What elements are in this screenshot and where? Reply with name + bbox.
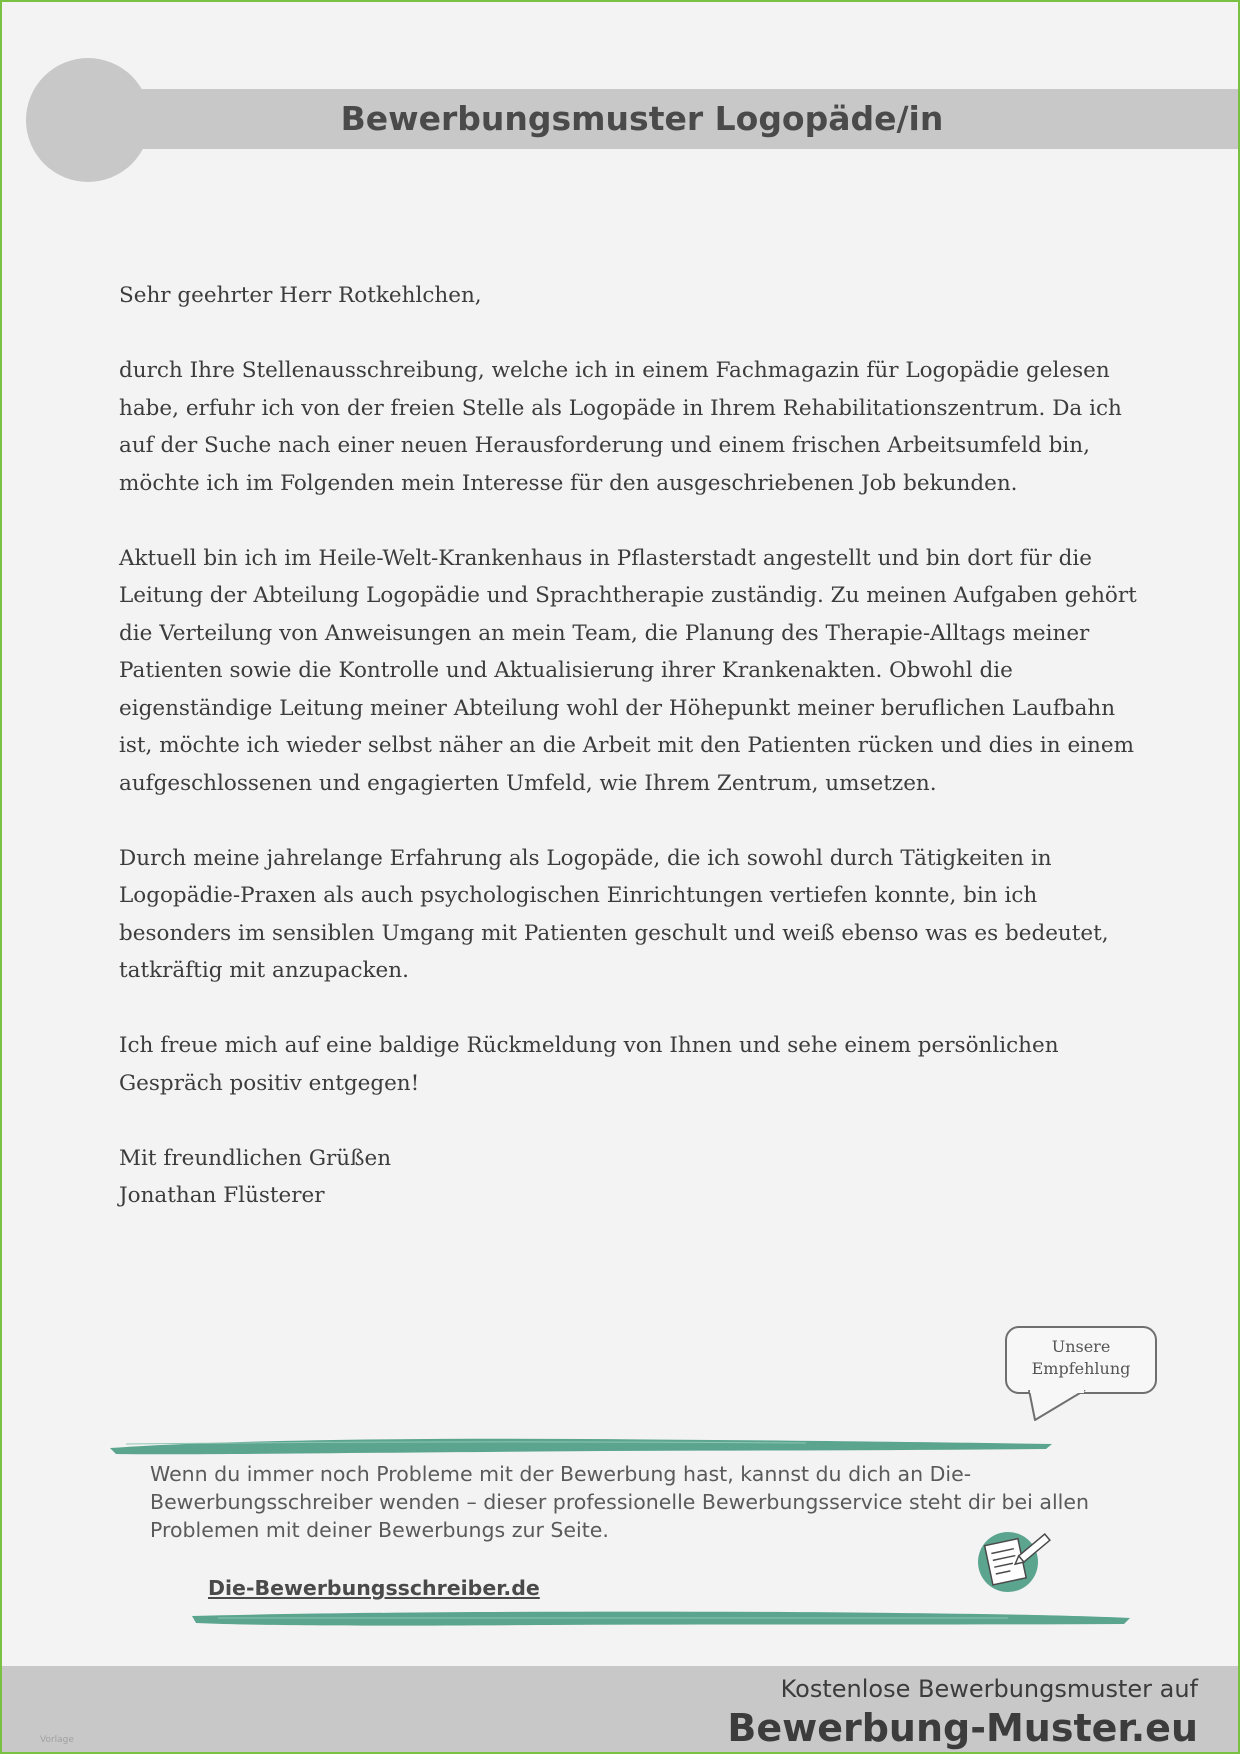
footer-brand: Bewerbung-Muster.eu [727,1706,1198,1750]
letter-body [119,277,1139,1215]
paragraph-current-position: Aktuell bin ich im Heile-Welt-Krankenhaus in Pflasterstadt angestellt und bin dort für die Leitung der Abteilung Logopädie und Sprachtherapie zuständig. Zu meinen Aufgaben gehört die Verteilung von Anweisungen an mein Team, die Planung des Therapie-Alltags meiner Patienten sowie die Kontrolle und Aktualisierung ihrer Krankenakten. Obwohl die eigenständige Leitung meiner Abteilung wohl der Höhepunkt meiner beruflichen Laufbahn ist, möchte ich wieder selbst näher an die Arbeit mit den Patienten rücken und dies in einem aufgeschlossenen und engagierten Umfeld, wie Ihrem Zentrum, umsetzen. [119,545,1137,796]
page-title: Bewerbungsmuster Logopäde/in [340,99,944,138]
paragraph-experience: Durch meine jahrelange Erfahrung als Logopäde, die ich sowohl durch Tätigkeiten in Logopädie-Praxen als auch psychologischen Einrichtungen vertiefen konnte, bin ich besonders im sensiblen Umgang mit Patienten geschult und weiß ebenso was es bedeutet, tatkräftig mit anzupacken. [119,845,1109,983]
salutation: Sehr geehrter Herr Rotkehlchen, [119,283,482,308]
paragraph-closing-request: Ich freue mich auf eine baldige Rückmeldung von Ihnen und sehe einem persönlichen Gespräch positiv entgegen! [119,1033,1059,1096]
watermark-text: Vorlage [40,1735,74,1745]
brush-stroke-top [106,1432,1056,1458]
recommendation-bubble [1005,1326,1157,1394]
signature-name: Jonathan Flüsterer [119,1183,325,1208]
bubble-line-1: Unsere [1051,1337,1111,1356]
bubble-line-2: Empfehlung [1031,1359,1131,1378]
brush-stroke-bottom [188,1606,1134,1630]
document-pen-icon [974,1520,1054,1594]
bubble-tail-icon [1027,1390,1087,1424]
service-recommendation-text: Wenn du immer noch Probleme mit der Bewerbung hast, kannst du dich an Die-Bewerbungsschreiber wenden – dieser professionelle Bewerbungsservice steht dir bei allen Problemen mit deiner Bewerbungs zur Seite. [150,1462,1089,1542]
service-website-link[interactable]: Die-Bewerbungsschreiber.de [208,1576,540,1600]
closing: Mit freundlichen Grüßen [119,1145,392,1171]
footer-tagline: Kostenlose Bewerbungsmuster auf [780,1675,1198,1703]
paragraph-intro: durch Ihre Stellenausschreibung, welche ich in einem Fachmagazin für Logopädie gelesen habe, erfuhr ich von der freien Stelle als Logopäde in Ihrem Rehabilitationszentrum. Da ich auf der Suche nach einer neuen Herausforderung und einem frischen Arbeitsumfeld bin, möchte ich im Folgenden mein Interesse für den ausgeschriebenen Job bekunden. [119,358,1122,496]
